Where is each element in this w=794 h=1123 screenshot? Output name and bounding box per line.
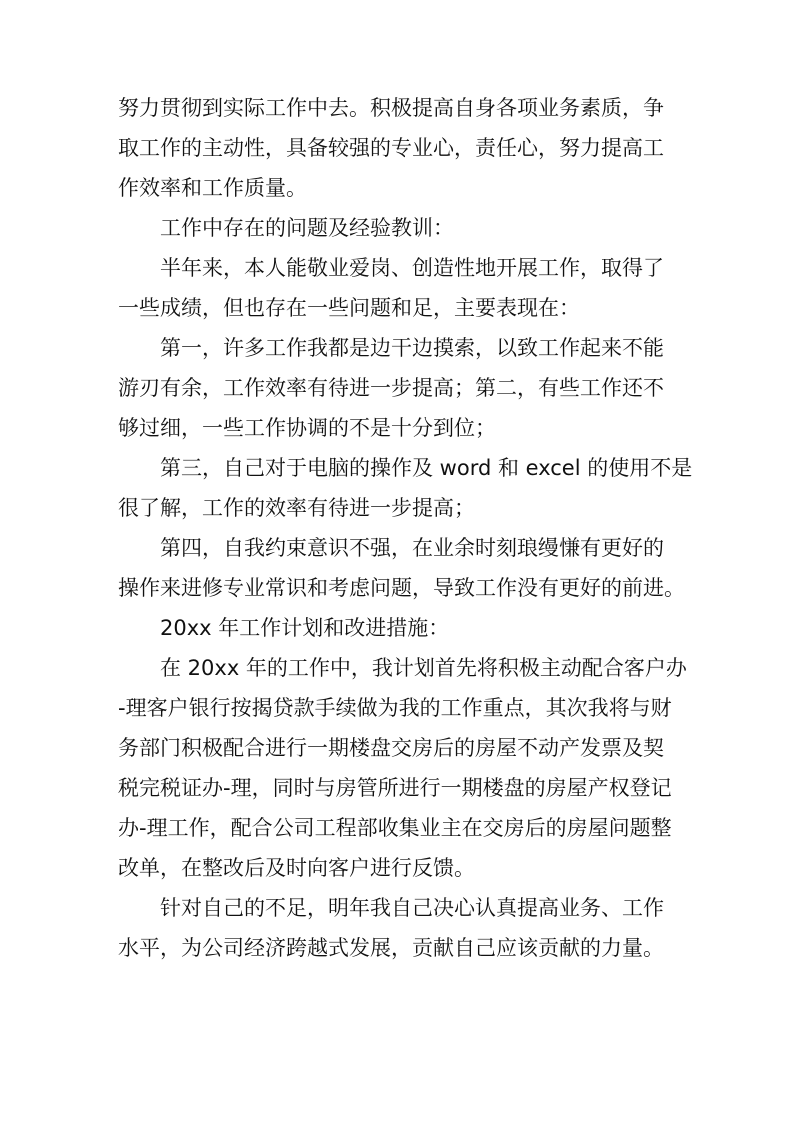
text-line: 第四，自我约束意识不强，在业余时刻琅缦慊有更好的 bbox=[160, 536, 664, 560]
text-line: 够过细，一些工作协调的不是十分到位； bbox=[118, 416, 496, 440]
text-line: 务部门积极配合进行一期楼盘交房后的房屋不动产发票及契 bbox=[118, 736, 664, 760]
text-line: 作效率和工作质量。 bbox=[118, 176, 307, 200]
text-line: 操作来进修专业常识和考虑问题，导致工作没有更好的前进。 bbox=[118, 576, 685, 600]
text-line: 改单，在整改后及时向客户进行反馈。 bbox=[118, 856, 475, 880]
text-line: 在 20xx 年的工作中，我计划首先将积极主动配合客户办 bbox=[160, 656, 687, 680]
text-line: -理客户银行按揭贷款手续做为我的工作重点，其次我将与财 bbox=[118, 696, 672, 720]
text-line: 税完税证办-理，同时与房管所进行一期楼盘的房屋产权登记 bbox=[118, 776, 672, 800]
text-line: 一些成绩，但也存在一些问题和足，主要表现在： bbox=[118, 296, 580, 320]
text-line: 针对自己的不足，明年我自己决心认真提高业务、工作 bbox=[160, 896, 664, 920]
text-line: 办-理工作，配合公司工程部收集业主在交房后的房屋问题整 bbox=[118, 816, 672, 840]
text-line: 第三，自己对于电脑的操作及 word 和 excel 的使用不是 bbox=[160, 456, 693, 480]
section-heading: 20xx 年工作计划和改进措施： bbox=[160, 616, 450, 640]
text-line: 水平，为公司经济跨越式发展，贡献自己应该贡献的力量。 bbox=[118, 936, 664, 960]
text-line: 取工作的主动性，具备较强的专业心，责任心，努力提高工 bbox=[118, 136, 664, 160]
text-line: 很了解，工作的效率有待进一步提高； bbox=[118, 496, 475, 520]
text-line: 半年来，本人能敬业爱岗、创造性地开展工作，取得了 bbox=[160, 256, 664, 280]
document-body bbox=[118, 88, 693, 968]
text-line: 努力贯彻到实际工作中去。积极提高自身各项业务素质，争 bbox=[118, 96, 664, 120]
section-heading: 工作中存在的问题及经验教训： bbox=[160, 216, 454, 240]
text-line: 第一，许多工作我都是边干边摸索，以致工作起来不能 bbox=[160, 336, 664, 360]
text-line: 游刃有余，工作效率有待进一步提高；第二，有些工作还不 bbox=[118, 376, 664, 400]
